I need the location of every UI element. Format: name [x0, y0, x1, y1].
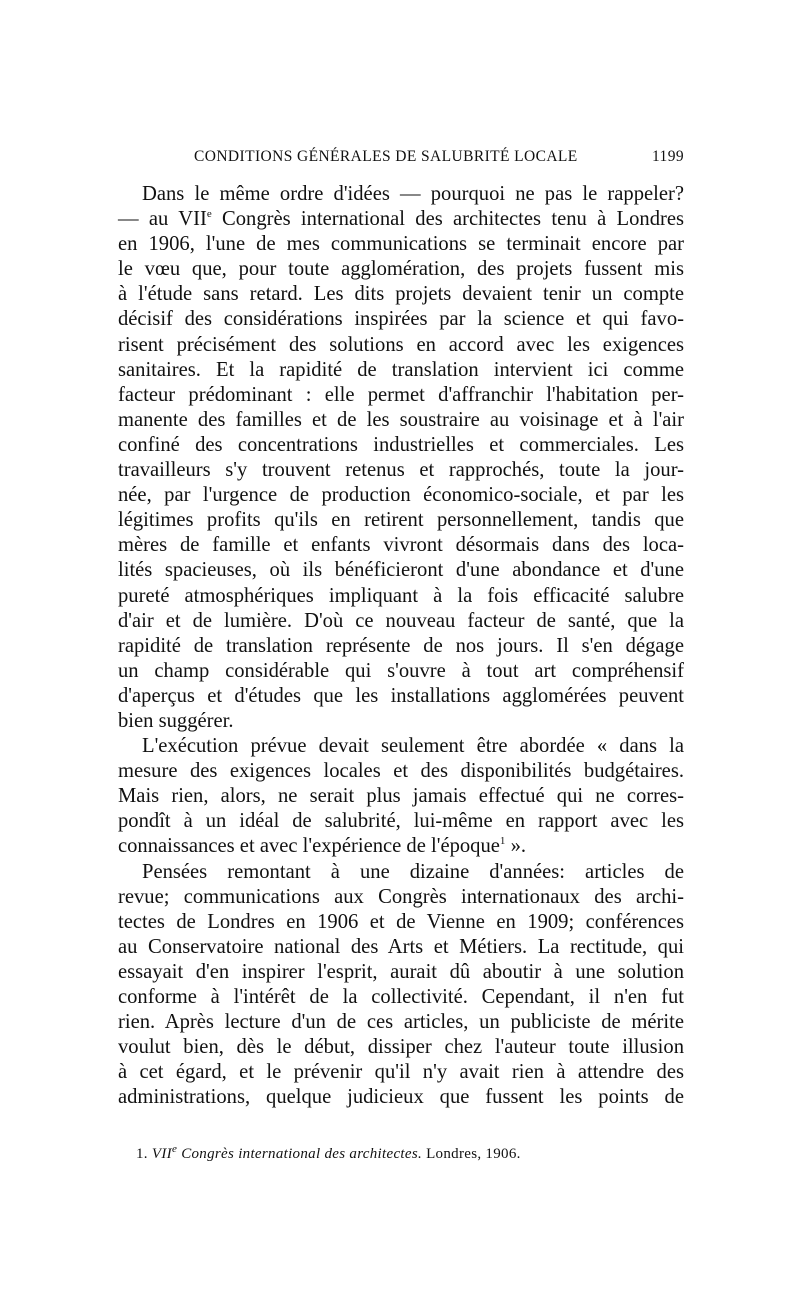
- text-line: Dans le même ordre d'idées — pourquoi ne pas le rappeler?: [142, 183, 684, 205]
- footnote-italic: VIIe Congrès international des architectes.: [151, 1143, 423, 1163]
- text-line: tectes de Londres en 1906 et de Vienne en 1909; conférences: [118, 910, 684, 933]
- text-line: risent précisément des solutions en accord avec les exigences: [118, 333, 684, 356]
- footnote-reference: 1: [499, 835, 506, 848]
- text-line: voulut bien, dès le début, dissiper chez l'auteur toute illusion: [118, 1036, 684, 1059]
- running-header: [194, 148, 684, 174]
- footnote-rest: Londres, 1906.: [422, 1146, 521, 1163]
- text-line: sanitaires. Et la rapidité de translation intervient ici comme: [118, 358, 684, 381]
- text-line: un champ considérable qui s'ouvre à tout art compréhensif: [118, 659, 684, 682]
- text-line: travailleurs s'y trouvent retenus et rapprochés, toute la jour-: [118, 459, 684, 482]
- text-line: Mais rien, alors, ne serait plus jamais effectué qui ne corres-: [118, 785, 684, 808]
- text-line: rapidité de translation représente de nos jours. Il s'en dégage: [118, 634, 684, 657]
- text-line: mesure des exigences locales et des disponibilités budgétaires.: [118, 760, 684, 783]
- text-line: en 1906, l'une de mes communications se terminait encore par: [118, 233, 684, 256]
- text-line: — au VIIe Congrès international des architectes tenu à Londres: [118, 208, 684, 231]
- text-line: au Conservatoire national des Arts et Métiers. La rectitude, qui: [118, 935, 684, 958]
- text-line: d'air et de lumière. D'où ce nouveau facteur de santé, que la: [118, 609, 684, 632]
- text-line: essayait d'en inspirer l'esprit, aurait dû aboutir à une solution: [118, 960, 684, 983]
- text-line: mères de famille et enfants vivront désormais dans des loca-: [118, 534, 684, 557]
- running-title: CONDITIONS GÉNÉRALES DE SALUBRITÉ LOCALE: [194, 148, 578, 165]
- footnote: [118, 1143, 684, 1163]
- text-line: bien suggérer.: [118, 709, 234, 732]
- page-number: 1199: [651, 148, 684, 165]
- text-line: à l'étude sans retard. Les dits projets devaient tenir un compte: [118, 283, 684, 306]
- text-line: décisif des considérations inspirées par la science et qui favo-: [118, 308, 684, 331]
- text-line: à cet égard, et le prévenir qu'il n'y avait rien à attendre des: [118, 1061, 684, 1084]
- text-line: pondît à un idéal de salubrité, lui-même en rapport avec les: [118, 810, 684, 833]
- text-line: facteur prédominant : elle permet d'affranchir l'habitation per-: [118, 383, 684, 406]
- text-line: rien. Après lecture d'un de ces articles, un publiciste de mérite: [118, 1011, 684, 1034]
- text-line: manente des familles et de les soustraire au voisinage et à l'air: [118, 408, 684, 431]
- text-line: L'exécution prévue devait seulement être abordée « dans la: [142, 735, 684, 758]
- text-line: lités spacieuses, où ils bénéficieront d'une abondance et d'une: [118, 559, 684, 582]
- text-line: le vœu que, pour toute agglomération, des projets fussent mis: [118, 258, 684, 281]
- page: [118, 148, 684, 1163]
- text-line: revue; communications aux Congrès internationaux des archi-: [118, 885, 684, 908]
- text-line: légitimes profits qu'ils en retirent personnellement, tandis que: [118, 509, 684, 532]
- superscript: e: [206, 208, 212, 221]
- footnote-number: 1.: [136, 1146, 152, 1163]
- text-line: administrations, quelque judicieux que fussent les points de: [118, 1086, 684, 1109]
- text-line: d'aperçus et d'études que les installations agglomérées peuvent: [118, 684, 684, 707]
- text-line: conforme à l'intérêt de la collectivité. Cependant, il n'en fut: [118, 986, 684, 1008]
- body-text: [118, 182, 684, 1110]
- text-line: pureté atmosphériques impliquant à la fois efficacité salubre: [118, 584, 684, 607]
- text-line: connaissances et avec l'expérience de l'époque$^1$ ».: [118, 835, 527, 858]
- text-line: née, par l'urgence de production économico-sociale, et par les: [118, 484, 684, 507]
- text-line: Pensées remontant à une dizaine d'années: articles de: [142, 860, 684, 883]
- text-line: confiné des concentrations industrielles et commerciales. Les: [118, 433, 684, 456]
